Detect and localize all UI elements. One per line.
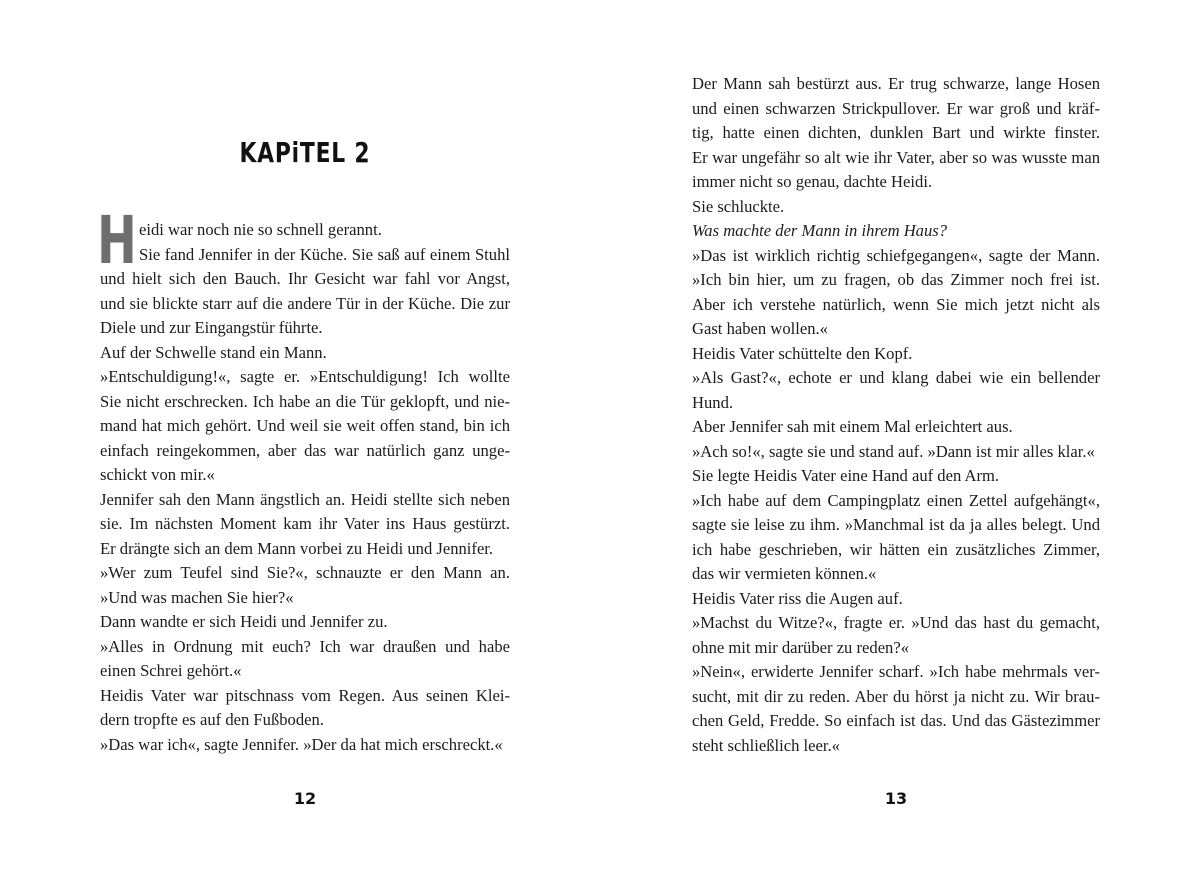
text-line: sucht, mit dir zu reden. Aber du hörst ja nicht zu. Wir brau- [692, 686, 1100, 706]
paragraph [100, 733, 510, 758]
paragraph [100, 561, 510, 610]
text-line: Heidis Vater riss die Augen auf. [692, 588, 903, 608]
text-line: Er war ungefähr so alt wie ihr Vater, aber so was wusste man [692, 147, 1100, 167]
text-line: Sie fand Jennifer in der Küche. Sie saß auf einem Stuhl [139, 244, 510, 264]
paragraph [100, 684, 510, 733]
paragraph [692, 342, 1100, 367]
paragraph [100, 218, 510, 243]
text-line: Dann wandte er sich Heidi und Jennifer zu. [100, 612, 388, 631]
paragraph [692, 440, 1100, 465]
text-line: ich habe geschrieben, wir hätten ein zusätzliches Zimmer, [692, 539, 1100, 559]
text-line: dern tropfte es auf den Fußboden. [100, 710, 324, 729]
text-line: Sie nicht erschrecken. Ich habe an die Tür geklopft, und nie- [100, 391, 510, 411]
text-line: eidi war noch nie so schnell gerannt. [139, 220, 382, 239]
text-line: Sie schluckte. [692, 196, 785, 216]
paragraph [692, 195, 1100, 220]
text-line: »Machst du Witze?«, fragte er. »Und das hast du gemacht, [692, 613, 1100, 632]
text-line: Jennifer sah den Mann ängstlich an. Heidi stellte sich neben [100, 489, 510, 509]
paragraph [692, 660, 1100, 758]
text-line: Heidis Vater schüttelte den Kopf. [692, 343, 913, 363]
text-line: »Alles in Ordnung mit euch? Ich war draußen und habe [100, 636, 510, 656]
text-line: »Als Gast?«, echote er und klang dabei wie ein bellender [692, 368, 1100, 387]
text-line: Aber ich verstehe natürlich, wenn Sie mich jetzt nicht als [692, 294, 1100, 314]
text-line: »Das ist wirklich richtig schiefgegangen«, sagte der Mann. [692, 245, 1100, 265]
paragraph [100, 488, 510, 562]
paragraph [692, 415, 1100, 440]
paragraph [692, 489, 1100, 587]
page-number-left: 12 [293, 789, 317, 808]
text-line: und sie blickte starr auf die andere Tür in der Küche. Die zur [100, 293, 510, 313]
text-line: »Ich bin hier, um zu fragen, ob das Zimmer noch frei ist. [692, 270, 1100, 289]
paragraph [692, 219, 1100, 244]
text-line: Heidis Vater war pitschnass vom Regen. Aus seinen Klei- [100, 685, 510, 705]
chapter-heading [100, 138, 510, 168]
paragraph [692, 244, 1100, 342]
right-page-body [692, 72, 1100, 758]
chapter-heading-text: KAPiTEL 2 [239, 136, 371, 169]
text-line: tig, hatte einen dichten, dunklen Bart und wirkte finster. [692, 123, 1100, 142]
paragraph [692, 611, 1100, 660]
paragraph [100, 635, 510, 684]
paragraph [100, 243, 510, 341]
text-line: »Und was machen Sie hier?« [100, 587, 294, 607]
paragraph [692, 464, 1100, 489]
text-line: und einen schwarzen Strickpullover. Er war groß und kräf- [692, 98, 1100, 118]
paragraph [692, 72, 1100, 195]
text-line: Hund. [692, 392, 734, 412]
text-line: Was machte der Mann in ihrem Haus? [692, 221, 948, 240]
text-line: ohne mit mir darüber zu reden?« [692, 637, 910, 657]
text-line: schickt von mir.« [100, 465, 215, 484]
paragraph [100, 341, 510, 366]
paragraph [100, 610, 510, 635]
text-line: »Wer zum Teufel sind Sie?«, schnauzte er den Mann an. [100, 563, 510, 582]
text-line: »Ach so!«, sagte sie und stand auf. »Dann ist mir alles klar.« [692, 441, 1095, 461]
text-line: Er drängte sich an dem Mann vorbei zu Heidi und Jennifer. [100, 538, 494, 558]
text-line: sagte sie leise zu ihm. »Manchmal ist da ja alles belegt. Und [692, 515, 1100, 534]
paragraph [100, 365, 510, 488]
text-line: mand hat mich gehört. Und weil sie weit offen stand, bin ich [100, 416, 510, 435]
text-line: steht schließlich leer.« [692, 735, 840, 755]
text-line: immer nicht so genau, dachte Heidi. [692, 172, 933, 191]
text-line: das wir vermieten können.« [692, 564, 877, 583]
text-line: Diele und zur Eingangstür führte. [100, 318, 323, 337]
text-line: »Entschuldigung!«, sagte er. »Entschuldigung! Ich wollte [100, 367, 510, 386]
paragraph [692, 366, 1100, 415]
text-line: »Das war ich«, sagte Jennifer. »Der da hat mich erschreckt.« [100, 734, 503, 754]
text-line: und hielt sich den Bauch. Ihr Gesicht war fahl vor Angst, [100, 269, 510, 288]
text-line: sie. Im nächsten Moment kam ihr Vater ins Haus gestürzt. [100, 514, 510, 533]
page-number-right: 13 [884, 789, 908, 808]
text-line: chen Geld, Fredde. So einfach ist das. Und das Gästezimmer [692, 711, 1100, 730]
text-line: »Nein«, erwiderte Jennifer scharf. »Ich habe mehrmals ver- [692, 662, 1100, 681]
text-line: Aber Jennifer sah mit einem Mal erleichtert aus. [692, 417, 1013, 436]
text-line: Auf der Schwelle stand ein Mann. [100, 342, 327, 362]
text-line: Gast haben wollen.« [692, 319, 828, 338]
text-line: einfach reingekommen, aber das war natürlich ganz unge- [100, 440, 510, 460]
drop-cap-letter: H [97, 202, 137, 279]
left-page-body [97, 202, 510, 757]
paragraph [692, 587, 1100, 612]
text-line: »Ich habe auf dem Campingplatz einen Zettel aufgehängt«, [692, 490, 1100, 510]
text-line: Sie legte Heidis Vater eine Hand auf den Arm. [692, 466, 1000, 485]
text-line: Der Mann sah bestürzt aus. Er trug schwarze, lange Hosen [692, 74, 1100, 93]
text-line: einen Schrei gehört.« [100, 661, 242, 680]
